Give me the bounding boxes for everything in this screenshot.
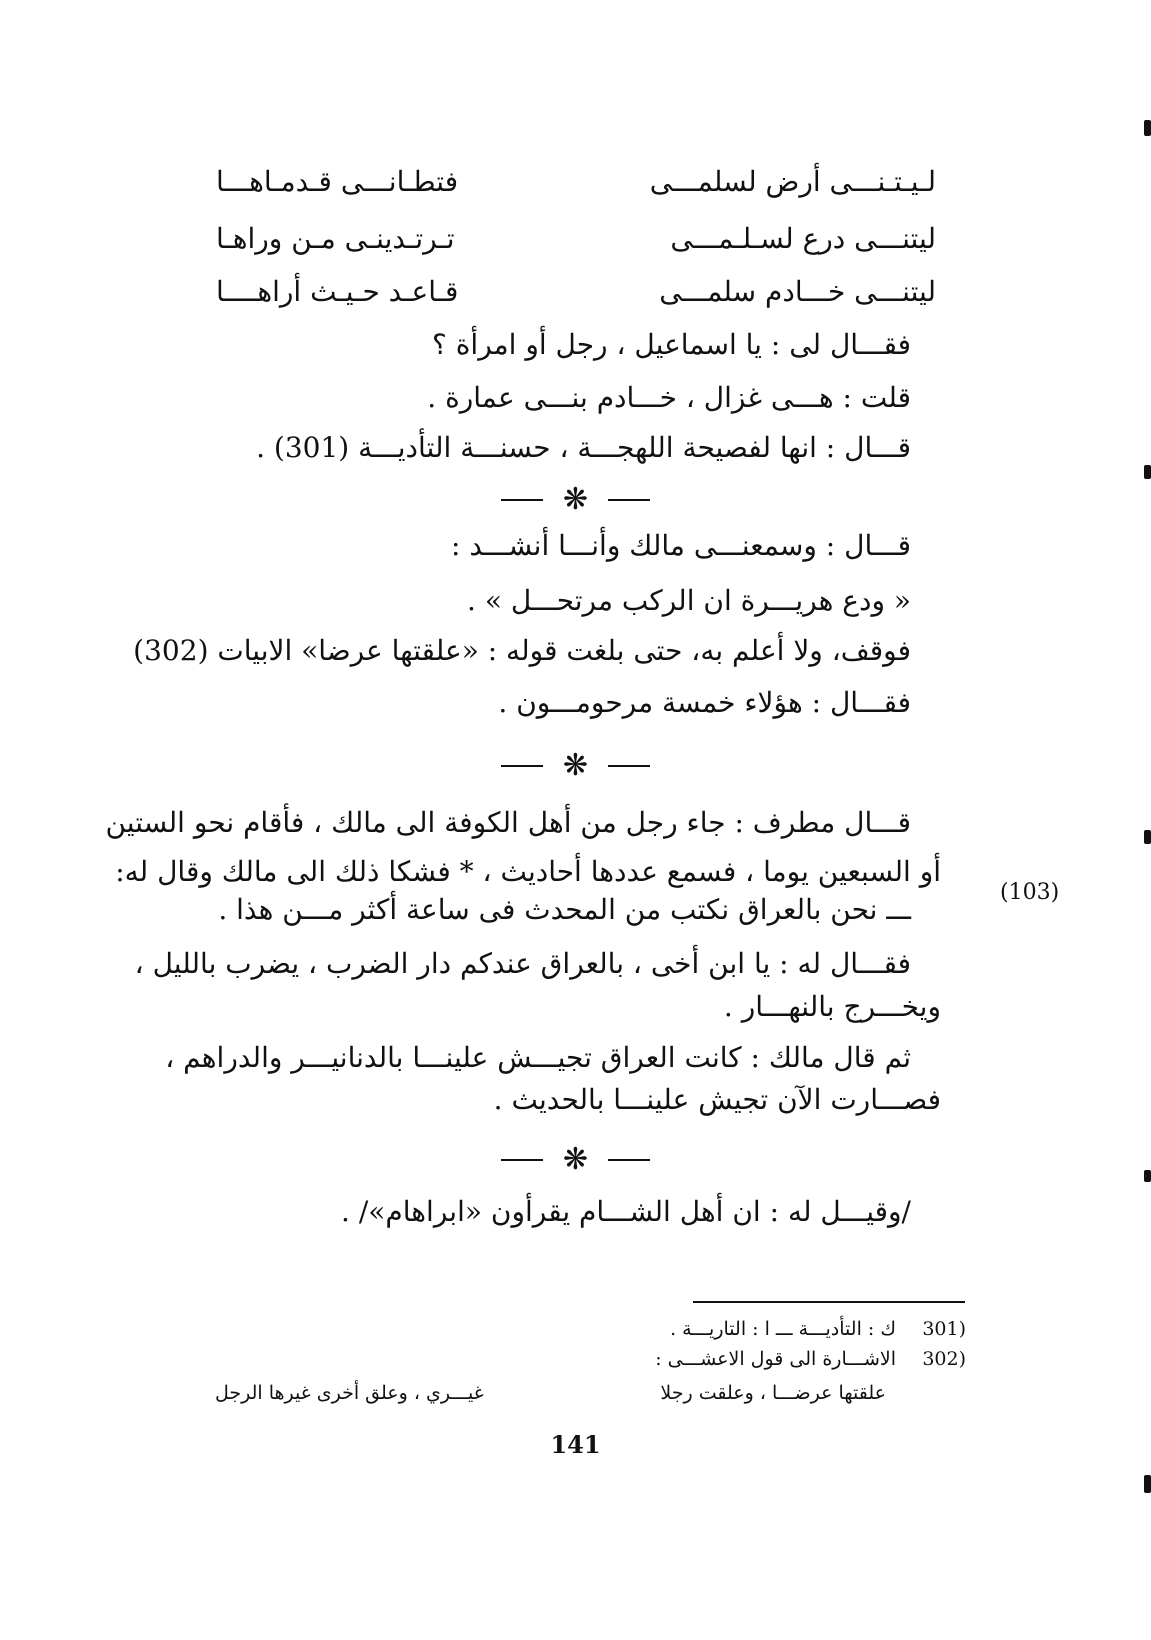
separator-dash: [608, 765, 650, 767]
scan-edge-mark: [1144, 1170, 1151, 1182]
section-separator: [0, 750, 1151, 781]
footnote-number: 302): [922, 1348, 966, 1370]
margin-reference-number: (103): [1000, 880, 1060, 905]
text-line: ـــ نحن بالعراق نكتب من المحدث فى ساعة أكثر مـــن هذا .: [218, 893, 911, 926]
section-separator: [0, 484, 1151, 515]
text-line: قـــال : انها لفصيحة اللهجـــة ، حسنـــة التأديـــة (301) .: [256, 431, 911, 464]
text-line: /وقيـــل له : ان أهل الشـــام يقرأون «ابراهام»/ .: [341, 1195, 911, 1228]
verse-hemistich-first: ليتنـــى درع لسـلـمـــى: [670, 222, 936, 255]
page-number: 141: [550, 1430, 601, 1459]
asterisk-ornament-icon: ❋: [562, 748, 589, 783]
section-separator: [0, 1144, 1151, 1175]
scan-edge-mark: [1144, 465, 1151, 479]
text-line: فقـــال له : يا ابن أخى ، بالعراق عندكم دار الضرب ، يضرب بالليل ،: [134, 947, 911, 980]
footnote-text: الاشـــارة الى قول الاعشـــى :: [655, 1348, 896, 1370]
verse-hemistich-second: قـاعـد حـيـث أراهــــا: [216, 275, 459, 308]
text-line: فقـــال لى : يا اسماعيل ، رجل أو امرأة ؟: [432, 328, 911, 361]
separator-dash: [501, 499, 543, 501]
separator-dash: [501, 765, 543, 767]
verse-hemistich-first: ليتنـــى خـــادم سلمـــى: [659, 275, 936, 308]
text-line: قـــال مطرف : جاء رجل من أهل الكوفة الى مالك ، فأقام نحو الستين: [105, 806, 911, 839]
footnote-verse-second: غيـــري ، وعلق أخرى غيرها الرجل: [215, 1382, 484, 1404]
separator-dash: [608, 499, 650, 501]
text-line: فصـــارت الآن تجيش علينـــا بالحديث .: [493, 1083, 941, 1116]
footnote-text: ك : التأديـــة ـــ ا : التاريـــة .: [670, 1318, 896, 1340]
separator-dash: [608, 1159, 650, 1161]
text-line: قـــال : وسمعنـــى مالك وأنـــا أنشـــد :: [451, 529, 911, 562]
text-line: ويخـــرج بالنهـــار .: [723, 990, 941, 1023]
footnote-rule: [693, 1301, 965, 1303]
separator-dash: [501, 1159, 543, 1161]
asterisk-ornament-icon: ❋: [562, 482, 589, 517]
text-line: فقـــال : هؤلاء خمسة مرحومـــون .: [498, 686, 911, 719]
asterisk-ornament-icon: ❋: [562, 1142, 589, 1177]
text-line: « ودع هريـــرة ان الركب مرتحـــل » .: [467, 584, 911, 617]
verse-hemistich-second: تـرتـدينـى مـن وراهـا: [216, 222, 455, 255]
footnote-verse-first: علقتها عرضـــا ، وعلقت رجلا: [660, 1382, 886, 1404]
text-line: قلت : هـــى غزال ، خـــادم بنـــى عمارة .: [427, 381, 911, 414]
scan-edge-mark: [1144, 830, 1151, 844]
text-line: فوقف، ولا أعلم به، حتى بلغت قوله : «علقتها عرضا» الابيات (302): [133, 634, 911, 667]
scan-edge-mark: [1144, 120, 1151, 136]
verse-hemistich-first: لـيـتـنـــى أرض لسلمـــى: [649, 165, 936, 198]
text-line: أو السبعين يوما ، فسمع عددها أحاديث ، * فشكا ذلك الى مالك وقال له:: [115, 855, 941, 888]
verse-hemistich-second: فتطـانـــى قـدمـاهـــا: [216, 165, 459, 198]
text-line: ثم قال مالك : كانت العراق تجيـــش علينـــا بالدنانيـــر والدراهم ،: [165, 1041, 911, 1074]
footnote-number: 301): [922, 1318, 966, 1340]
scan-edge-mark: [1144, 1475, 1151, 1493]
